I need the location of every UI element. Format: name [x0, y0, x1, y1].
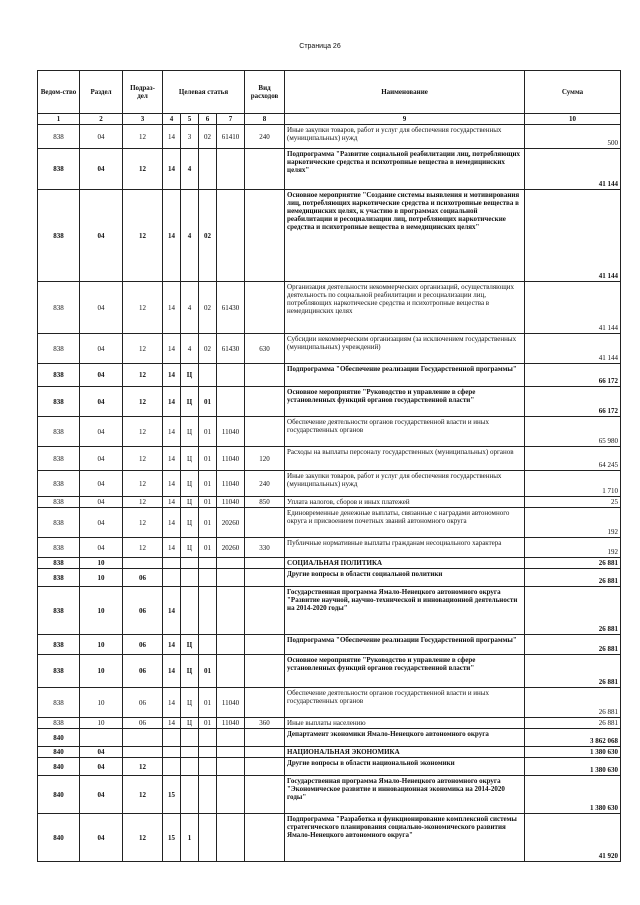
- table-row: [38, 447, 621, 471]
- cell-celevaya-2: Ц: [181, 417, 199, 447]
- cell-vedomstvo: 838: [38, 387, 80, 417]
- cell-podrazdel: 12: [123, 814, 163, 862]
- cell-summa: 26 881: [525, 569, 621, 587]
- cell-celevaya-1: 14: [163, 587, 181, 635]
- col-number: 2: [80, 114, 123, 125]
- cell-summa: 66 172: [525, 387, 621, 417]
- cell-naimenovanie: Государственная программа Ямало-Ненецкого автономного округа "Развитие научной, научно-технической и инновационной деятельности на 2014-2020 годы": [285, 587, 525, 635]
- col-number: 1: [38, 114, 80, 125]
- cell-naimenovanie: Другие вопросы в области социальной политики: [285, 569, 525, 587]
- cell-vedomstvo: 838: [38, 587, 80, 635]
- cell-podrazdel: 06: [123, 635, 163, 655]
- cell-celevaya-1: 14: [163, 635, 181, 655]
- cell-summa: 26 881: [525, 558, 621, 569]
- cell-celevaya-3: 01: [199, 508, 217, 538]
- cell-naimenovanie: Иные закупки товаров, работ и услуг для обеспечения государственных (муниципальных) нужд: [285, 471, 525, 497]
- table-row: [38, 508, 621, 538]
- cell-celevaya-3: [199, 364, 217, 387]
- cell-celevaya-1: 14: [163, 364, 181, 387]
- cell-razdel: 04: [80, 125, 123, 149]
- cell-summa: 26 881: [525, 635, 621, 655]
- cell-podrazdel: 12: [123, 417, 163, 447]
- cell-vid: [245, 282, 285, 334]
- cell-vedomstvo: 840: [38, 747, 80, 758]
- cell-naimenovanie: Основное мероприятие "Создание системы выявления и мотивирования лиц, потребляющих наркотические средства и психотропные вещества в немедицинских целях, к участию в программах социальной реабилитации и ресоциализации лиц, потребляющих наркотические средства и психотропные вещества в немедицинских целях": [285, 190, 525, 282]
- cell-vedomstvo: 838: [38, 447, 80, 471]
- table-row: [38, 729, 621, 747]
- cell-celevaya-2: [181, 776, 199, 814]
- cell-vid: [245, 729, 285, 747]
- cell-celevaya-3: [199, 149, 217, 190]
- table-body: [38, 125, 621, 862]
- table-row: [38, 747, 621, 758]
- cell-naimenovanie: Обеспечение деятельности органов государственной власти и иных государственных органов: [285, 417, 525, 447]
- cell-celevaya-3: 02: [199, 334, 217, 364]
- col-number: 8: [245, 114, 285, 125]
- cell-vid: [245, 190, 285, 282]
- cell-celevaya-3: 01: [199, 718, 217, 729]
- cell-celevaya-4: 11040: [217, 447, 245, 471]
- col-header-celevaya: Целевая статья: [163, 71, 245, 114]
- col-header-vid: Вид расходов: [245, 71, 285, 114]
- cell-celevaya-3: [199, 758, 217, 776]
- cell-razdel: 04: [80, 387, 123, 417]
- cell-vedomstvo: 838: [38, 688, 80, 718]
- budget-table: [37, 70, 621, 862]
- cell-podrazdel: 12: [123, 364, 163, 387]
- cell-celevaya-4: [217, 387, 245, 417]
- cell-razdel: 04: [80, 508, 123, 538]
- cell-celevaya-3: [199, 635, 217, 655]
- cell-celevaya-3: [199, 587, 217, 635]
- cell-celevaya-4: [217, 364, 245, 387]
- cell-vedomstvo: 838: [38, 538, 80, 558]
- cell-celevaya-1: 15: [163, 776, 181, 814]
- cell-naimenovanie: НАЦИОНАЛЬНАЯ ЭКОНОМИКА: [285, 747, 525, 758]
- cell-summa: 1 380 630: [525, 758, 621, 776]
- cell-celevaya-3: 01: [199, 655, 217, 688]
- cell-vid: [245, 688, 285, 718]
- cell-celevaya-1: 14: [163, 125, 181, 149]
- cell-celevaya-2: 4: [181, 190, 199, 282]
- cell-vid: [245, 655, 285, 688]
- cell-summa: 192: [525, 508, 621, 538]
- cell-naimenovanie: Субсидии некоммерческим организациям (за исключением государственных (муниципальных) учреждений): [285, 334, 525, 364]
- cell-celevaya-3: 01: [199, 447, 217, 471]
- cell-summa: 41 144: [525, 149, 621, 190]
- cell-celevaya-4: [217, 729, 245, 747]
- cell-celevaya-1: 14: [163, 508, 181, 538]
- cell-vid: [245, 149, 285, 190]
- cell-celevaya-4: [217, 587, 245, 635]
- col-number: 3: [123, 114, 163, 125]
- cell-vid: [245, 814, 285, 862]
- cell-podrazdel: 06: [123, 569, 163, 587]
- cell-podrazdel: [123, 558, 163, 569]
- cell-summa: 41 920: [525, 814, 621, 862]
- cell-summa: 41 144: [525, 282, 621, 334]
- cell-naimenovanie: Уплата налогов, сборов и иных платежей: [285, 497, 525, 508]
- cell-celevaya-4: [217, 558, 245, 569]
- cell-naimenovanie: Департамент экономики Ямало-Ненецкого автономного округа: [285, 729, 525, 747]
- cell-celevaya-4: 11040: [217, 417, 245, 447]
- cell-naimenovanie: Подпрограмма "Развитие социальной реабилитации лиц, потребляющих наркотические средства и психотропные вещества в немедицинских целях": [285, 149, 525, 190]
- cell-vedomstvo: 838: [38, 282, 80, 334]
- cell-celevaya-3: [199, 569, 217, 587]
- header-row: [38, 71, 621, 114]
- col-header-summa: Сумма: [525, 71, 621, 114]
- cell-razdel: 10: [80, 718, 123, 729]
- cell-summa: 3 862 068: [525, 729, 621, 747]
- cell-vid: [245, 508, 285, 538]
- cell-podrazdel: 12: [123, 125, 163, 149]
- cell-summa: 66 172: [525, 364, 621, 387]
- cell-vedomstvo: 840: [38, 758, 80, 776]
- cell-vedomstvo: 838: [38, 190, 80, 282]
- cell-summa: 26 881: [525, 688, 621, 718]
- cell-celevaya-1: 14: [163, 149, 181, 190]
- table-row: [38, 334, 621, 364]
- cell-podrazdel: 12: [123, 282, 163, 334]
- cell-vedomstvo: 838: [38, 508, 80, 538]
- cell-razdel: 04: [80, 417, 123, 447]
- cell-celevaya-2: Ц: [181, 718, 199, 729]
- cell-naimenovanie: Подпрограмма "Обеспечение реализации Государственной программы": [285, 364, 525, 387]
- cell-vedomstvo: 838: [38, 125, 80, 149]
- cell-celevaya-2: Ц: [181, 364, 199, 387]
- cell-celevaya-3: [199, 558, 217, 569]
- cell-summa: 500: [525, 125, 621, 149]
- cell-summa: 1 710: [525, 471, 621, 497]
- cell-vedomstvo: 838: [38, 334, 80, 364]
- cell-naimenovanie: Подпрограмма "Разработка и функционирование комплексной системы стратегического планирования социально-экономического развития Ямало-Ненецкого автономного округа": [285, 814, 525, 862]
- cell-razdel: 10: [80, 569, 123, 587]
- table-row: [38, 149, 621, 190]
- cell-summa: 41 144: [525, 190, 621, 282]
- cell-celevaya-4: 20260: [217, 508, 245, 538]
- cell-podrazdel: [123, 729, 163, 747]
- cell-podrazdel: 06: [123, 587, 163, 635]
- cell-razdel: 10: [80, 558, 123, 569]
- table-row: [38, 538, 621, 558]
- table-row: [38, 776, 621, 814]
- cell-naimenovanie: Обеспечение деятельности органов государственной власти и иных государственных органов: [285, 688, 525, 718]
- cell-celevaya-3: [199, 776, 217, 814]
- table-row: [38, 190, 621, 282]
- cell-celevaya-4: [217, 814, 245, 862]
- cell-razdel: 04: [80, 282, 123, 334]
- cell-celevaya-1: 14: [163, 334, 181, 364]
- cell-razdel: 10: [80, 655, 123, 688]
- cell-podrazdel: 12: [123, 471, 163, 497]
- cell-naimenovanie: Основное мероприятие "Руководство и управление в сфере установленных функций органов государственной власти": [285, 655, 525, 688]
- cell-celevaya-1: 14: [163, 417, 181, 447]
- cell-celevaya-3: 01: [199, 497, 217, 508]
- cell-podrazdel: 12: [123, 447, 163, 471]
- cell-celevaya-3: 01: [199, 387, 217, 417]
- cell-celevaya-4: [217, 747, 245, 758]
- cell-vid: 120: [245, 447, 285, 471]
- cell-vedomstvo: 838: [38, 718, 80, 729]
- cell-razdel: 04: [80, 758, 123, 776]
- cell-celevaya-3: 02: [199, 282, 217, 334]
- cell-summa: 64 245: [525, 447, 621, 471]
- col-number: 10: [525, 114, 621, 125]
- cell-celevaya-4: 11040: [217, 718, 245, 729]
- cell-celevaya-2: Ц: [181, 447, 199, 471]
- table-row: [38, 814, 621, 862]
- cell-vid: 240: [245, 125, 285, 149]
- cell-celevaya-4: 11040: [217, 471, 245, 497]
- cell-summa: 26 881: [525, 655, 621, 688]
- cell-celevaya-1: 15: [163, 814, 181, 862]
- cell-celevaya-2: Ц: [181, 508, 199, 538]
- table-row: [38, 471, 621, 497]
- cell-razdel: 04: [80, 447, 123, 471]
- table-row: [38, 758, 621, 776]
- cell-vedomstvo: 838: [38, 558, 80, 569]
- cell-vedomstvo: 838: [38, 635, 80, 655]
- cell-summa: 25: [525, 497, 621, 508]
- cell-naimenovanie: Другие вопросы в области национальной экономики: [285, 758, 525, 776]
- cell-celevaya-4: [217, 149, 245, 190]
- table-row: [38, 497, 621, 508]
- cell-celevaya-2: [181, 729, 199, 747]
- cell-vid: [245, 747, 285, 758]
- cell-celevaya-2: 1: [181, 814, 199, 862]
- cell-celevaya-1: 14: [163, 688, 181, 718]
- cell-celevaya-1: 14: [163, 190, 181, 282]
- cell-naimenovanie: Основное мероприятие "Руководство и управление в сфере установленных функций органов государственной власти": [285, 387, 525, 417]
- cell-celevaya-3: 01: [199, 471, 217, 497]
- cell-summa: 41 144: [525, 334, 621, 364]
- cell-razdel: 04: [80, 747, 123, 758]
- cell-celevaya-4: [217, 758, 245, 776]
- col-number: 5: [181, 114, 199, 125]
- cell-celevaya-1: 14: [163, 387, 181, 417]
- cell-podrazdel: 06: [123, 655, 163, 688]
- table-row: [38, 387, 621, 417]
- cell-vid: 360: [245, 718, 285, 729]
- cell-podrazdel: 06: [123, 718, 163, 729]
- cell-podrazdel: 12: [123, 508, 163, 538]
- cell-summa: 26 881: [525, 718, 621, 729]
- cell-summa: 192: [525, 538, 621, 558]
- col-number: 4: [163, 114, 181, 125]
- cell-celevaya-4: 11040: [217, 497, 245, 508]
- cell-razdel: 04: [80, 149, 123, 190]
- cell-celevaya-3: [199, 814, 217, 862]
- cell-razdel: 04: [80, 497, 123, 508]
- cell-naimenovanie: Организация деятельности некоммерческих организаций, осуществляющих деятельность по социальной реабилитации и ресоциализации лиц, потребляющих наркотические средства и психотропные вещества в немедицинских целях: [285, 282, 525, 334]
- cell-celevaya-1: [163, 747, 181, 758]
- cell-celevaya-4: [217, 635, 245, 655]
- cell-naimenovanie: Иные закупки товаров, работ и услуг для обеспечения государственных (муниципальных) нужд: [285, 125, 525, 149]
- cell-podrazdel: 12: [123, 497, 163, 508]
- table-row: [38, 558, 621, 569]
- cell-razdel: 04: [80, 190, 123, 282]
- cell-celevaya-2: Ц: [181, 471, 199, 497]
- cell-summa: 65 980: [525, 417, 621, 447]
- cell-vedomstvo: 838: [38, 471, 80, 497]
- cell-vid: [245, 569, 285, 587]
- cell-naimenovanie: Государственная программа Ямало-Ненецкого автономного округа "Экономическое развитие и инновационная экономика на 2014-2020 годы": [285, 776, 525, 814]
- table-row: [38, 688, 621, 718]
- cell-celevaya-4: [217, 190, 245, 282]
- cell-razdel: 04: [80, 364, 123, 387]
- cell-naimenovanie: Публичные нормативные выплаты гражданам несоциального характера: [285, 538, 525, 558]
- cell-podrazdel: 12: [123, 334, 163, 364]
- cell-vid: [245, 635, 285, 655]
- table-row: [38, 655, 621, 688]
- cell-podrazdel: 12: [123, 776, 163, 814]
- cell-razdel: [80, 729, 123, 747]
- cell-vedomstvo: 838: [38, 497, 80, 508]
- cell-podrazdel: 12: [123, 387, 163, 417]
- cell-celevaya-3: 02: [199, 190, 217, 282]
- table-row: [38, 417, 621, 447]
- cell-celevaya-3: 01: [199, 688, 217, 718]
- table-row: [38, 364, 621, 387]
- cell-vedomstvo: 840: [38, 814, 80, 862]
- cell-celevaya-4: [217, 655, 245, 688]
- cell-naimenovanie: СОЦИАЛЬНАЯ ПОЛИТИКА: [285, 558, 525, 569]
- cell-summa: 1 380 630: [525, 776, 621, 814]
- cell-vid: [245, 758, 285, 776]
- cell-naimenovanie: Подпрограмма "Обеспечение реализации Государственной программы": [285, 635, 525, 655]
- cell-celevaya-2: Ц: [181, 538, 199, 558]
- cell-vid: [245, 587, 285, 635]
- cell-vedomstvo: 838: [38, 149, 80, 190]
- cell-celevaya-1: 14: [163, 497, 181, 508]
- cell-celevaya-4: 61430: [217, 334, 245, 364]
- col-number: 7: [217, 114, 245, 125]
- cell-vid: 330: [245, 538, 285, 558]
- cell-naimenovanie: Расходы на выплаты персоналу государственных (муниципальных) органов: [285, 447, 525, 471]
- cell-razdel: 04: [80, 814, 123, 862]
- cell-vedomstvo: 838: [38, 417, 80, 447]
- cell-celevaya-3: 01: [199, 417, 217, 447]
- cell-razdel: 04: [80, 471, 123, 497]
- cell-vid: 850: [245, 497, 285, 508]
- cell-vid: [245, 364, 285, 387]
- cell-celevaya-2: Ц: [181, 655, 199, 688]
- cell-razdel: 04: [80, 776, 123, 814]
- cell-celevaya-4: 61410: [217, 125, 245, 149]
- cell-vid: [245, 558, 285, 569]
- cell-celevaya-1: [163, 758, 181, 776]
- cell-celevaya-1: 14: [163, 538, 181, 558]
- cell-naimenovanie: Единовременные денежные выплаты, связанные с наградами автономного округа и присвоением почетных званий автономного округа: [285, 508, 525, 538]
- cell-podrazdel: 12: [123, 538, 163, 558]
- cell-vedomstvo: 838: [38, 569, 80, 587]
- cell-summa: 26 881: [525, 587, 621, 635]
- cell-podrazdel: 06: [123, 688, 163, 718]
- cell-vid: [245, 387, 285, 417]
- col-number: 9: [285, 114, 525, 125]
- table-row: [38, 282, 621, 334]
- cell-summa: 1 380 630: [525, 747, 621, 758]
- col-header-razdel: Раздел: [80, 71, 123, 114]
- table-row: [38, 718, 621, 729]
- cell-podrazdel: 12: [123, 149, 163, 190]
- cell-celevaya-2: Ц: [181, 688, 199, 718]
- cell-celevaya-1: 14: [163, 655, 181, 688]
- cell-celevaya-1: 14: [163, 718, 181, 729]
- cell-vid: [245, 776, 285, 814]
- cell-celevaya-3: [199, 747, 217, 758]
- cell-podrazdel: 12: [123, 190, 163, 282]
- cell-celevaya-1: 14: [163, 282, 181, 334]
- cell-celevaya-2: [181, 747, 199, 758]
- cell-razdel: 10: [80, 587, 123, 635]
- cell-razdel: 04: [80, 538, 123, 558]
- cell-celevaya-3: 02: [199, 125, 217, 149]
- cell-celevaya-2: 4: [181, 334, 199, 364]
- cell-celevaya-2: 4: [181, 282, 199, 334]
- cell-celevaya-2: [181, 758, 199, 776]
- cell-podrazdel: 12: [123, 758, 163, 776]
- table-row: [38, 569, 621, 587]
- cell-celevaya-2: 4: [181, 149, 199, 190]
- cell-celevaya-4: 11040: [217, 688, 245, 718]
- cell-celevaya-2: [181, 569, 199, 587]
- cell-celevaya-1: [163, 558, 181, 569]
- cell-celevaya-2: Ц: [181, 497, 199, 508]
- table-row: [38, 125, 621, 149]
- cell-razdel: 10: [80, 635, 123, 655]
- cell-vid: [245, 417, 285, 447]
- cell-celevaya-2: Ц: [181, 387, 199, 417]
- cell-razdel: 04: [80, 334, 123, 364]
- cell-celevaya-2: 3: [181, 125, 199, 149]
- col-number: 6: [199, 114, 217, 125]
- cell-celevaya-1: [163, 569, 181, 587]
- col-header-podrazdel: Подраз-дел: [123, 71, 163, 114]
- cell-razdel: 10: [80, 688, 123, 718]
- cell-celevaya-4: [217, 569, 245, 587]
- cell-celevaya-4: [217, 776, 245, 814]
- cell-celevaya-3: 01: [199, 538, 217, 558]
- col-header-naim: Наименование: [285, 71, 525, 114]
- cell-vedomstvo: 838: [38, 655, 80, 688]
- cell-celevaya-2: [181, 558, 199, 569]
- cell-celevaya-2: [181, 587, 199, 635]
- cell-naimenovanie: Иные выплаты населению: [285, 718, 525, 729]
- cell-vedomstvo: 838: [38, 364, 80, 387]
- cell-podrazdel: [123, 747, 163, 758]
- cell-celevaya-4: 61430: [217, 282, 245, 334]
- cell-celevaya-2: Ц: [181, 635, 199, 655]
- cell-vid: 630: [245, 334, 285, 364]
- page-number-label: Страница 26: [299, 43, 341, 50]
- table-row: [38, 587, 621, 635]
- cell-vid: 240: [245, 471, 285, 497]
- cell-celevaya-4: 20260: [217, 538, 245, 558]
- cell-celevaya-1: [163, 729, 181, 747]
- cell-celevaya-1: 14: [163, 471, 181, 497]
- table-row: [38, 635, 621, 655]
- col-header-vedomstvo: Ведом-ство: [38, 71, 80, 114]
- cell-celevaya-3: [199, 729, 217, 747]
- cell-vedomstvo: 840: [38, 776, 80, 814]
- cell-vedomstvo: 840: [38, 729, 80, 747]
- column-number-row: [38, 114, 621, 125]
- cell-celevaya-1: 14: [163, 447, 181, 471]
